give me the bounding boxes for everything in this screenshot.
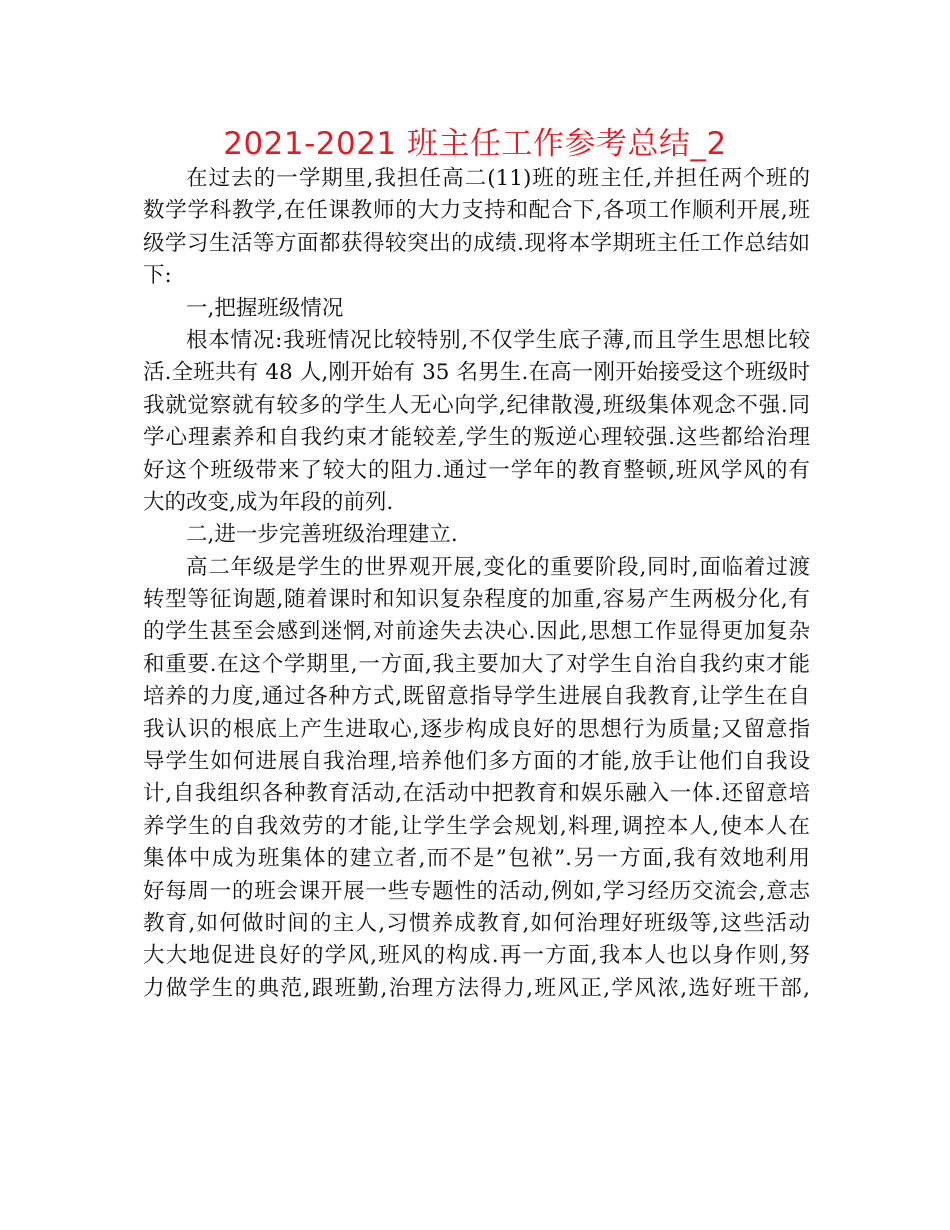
text-line: 好这个班级带来了较大的阻力.通过一学年的教育整顿,班风学风的有 xyxy=(143,457,810,483)
section-heading: 二,进一步完善班级治理建立. xyxy=(186,522,458,548)
text-line: 转型等征询题,随着课时和知识复杂程度的加重,容易产生两极分化,有 xyxy=(143,587,810,613)
text-line: 力做学生的典范,跟班勤,治理方法得力,班风正,学风浓,选好班干部, xyxy=(143,975,810,1001)
text-line: 和重要.在这个学期里,一方面,我主要加大了对学生自治自我约束才能 xyxy=(143,651,810,677)
text-line: 计,自我组织各种教育活动,在活动中把教育和娱乐融入一体.还留意培 xyxy=(143,781,810,807)
text-line: 养学生的自我效劳的才能,让学生学会规划,料理,调控本人,使本人在 xyxy=(143,813,810,839)
text-line: 好每周一的班会课开展一些专题性的活动,例如,学习经历交流会,意志 xyxy=(143,878,810,904)
document-body xyxy=(143,163,810,1005)
text-line: 我就觉察就有较多的学生人无心向学,纪律散漫,班级集体观念不强.同 xyxy=(143,392,810,418)
section-heading: 一,把握班级情况 xyxy=(186,295,344,321)
text-line: 集体中成为班集体的建立者,而不是”包袱”.另一方面,我有效地利用 xyxy=(143,846,810,872)
document-title: 2021-2021 班主任工作参考总结_2 xyxy=(223,126,727,162)
text-line: 培养的力度,通过各种方式,既留意指导学生进展自我教育,让学生在自 xyxy=(143,684,810,710)
text-line: 在过去的一学期里,我担任高二(11)班的班主任,并担任两个班的 xyxy=(186,166,810,191)
text-line: 导学生如何进展自我治理,培养他们多方面的才能,放手让他们自我设 xyxy=(143,749,810,775)
text-line: 活.全班共有 48 人,刚开始有 35 名男生.在高一刚开始接受这个班级时 xyxy=(143,360,810,386)
text-line: 高二年级是学生的世界观开展,变化的重要阶段,同时,面临着过渡 xyxy=(186,554,810,580)
text-line: 级学习生活等方面都获得较突出的成绩.现将本学期班主任工作总结如 xyxy=(143,230,810,256)
text-line: 大大地促进良好的学风,班风的构成.再一方面,我本人也以身作则,努 xyxy=(143,943,810,969)
text-line: 我认识的根底上产生进取心,逐步构成良好的思想行为质量;又留意指 xyxy=(143,716,810,742)
text-line: 学心理素养和自我约束才能较差,学生的叛逆心理较强.这些都给治理 xyxy=(143,425,810,451)
text-line: 根本情况:我班情况比较特别,不仅学生底子薄,而且学生思想比较 xyxy=(186,327,810,353)
text-line: 数学学科教学,在任课教师的大力支持和配合下,各项工作顺利开展,班 xyxy=(143,198,810,224)
text-line: 教育,如何做时间的主人,习惯养成教育,如何治理好班级等,这些活动 xyxy=(143,910,810,936)
text-line: 下: xyxy=(143,263,172,289)
text-line: 的学生甚至会感到迷惘,对前途失去决心.因此,思想工作显得更加复杂 xyxy=(143,619,810,645)
text-line: 大的改变,成为年段的前列. xyxy=(143,489,394,515)
